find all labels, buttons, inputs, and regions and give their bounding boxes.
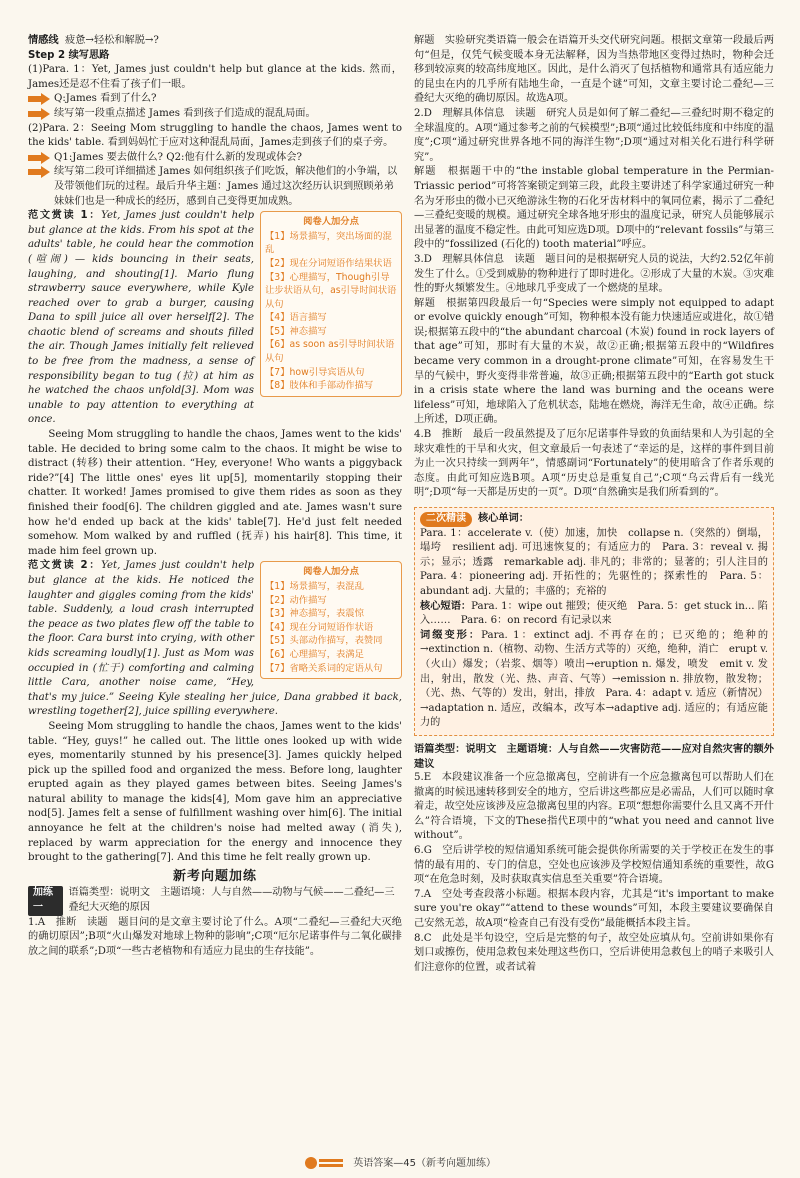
para2-text: (2)Para. 2：Seeing Mom struggling to handle the chaos, James went to the kids' table. 看到妈妈忙于应对这种混乱局面，James走到孩子们的桌子旁。 (28, 122, 402, 149)
note-item: 【5】神态描写 (265, 325, 327, 337)
note-item: 【7】how引导宾语从句 (265, 366, 365, 378)
arrow-right-icon (28, 166, 50, 178)
scoring-notes-1 (260, 211, 402, 397)
right-column (414, 34, 779, 975)
passage-type: 语篇类型：说明文 主题语境：人与自然——灾害防范——应对自然灾害的额外建议 (414, 742, 774, 770)
solution-3: 解题 根据第四段最后一句“Species were simply not equipped to adapt or evolve quickly enough”可知，物种根本没有能力快速适应或进化，故①错误;根据第五段中的“the abundant charcoal (木炭) found in rock layers of that age”可知，那时有大量的木炭，故②正确;根据第五段中的“Wildfires became very common in a drought-prone climate”可知，在容易发生干旱的气候中，野火变得非常普遍，故③正确;根据第五段中的“Earth got stuck in a crisis state where the land was burning and the oceans were lifeless”可知，地球陷入了危机状态，陆地在燃烧，海洋无生命，故④正确。综上所述，D项正确。 (414, 297, 774, 426)
note-item: 【6】as soon as引导时间状语从句 (265, 339, 395, 365)
answer-8: 8.C 此处是半句设空，空后是完整的句子，故空处应填从句。空前讲如果你有划口或擦伤，使用急救包来处理这些伤口，空后讲使用急救包上的哨子来吸引人们注意你的位置，或者试着 (414, 932, 774, 973)
core-phrases-title: 核心短语： (420, 600, 472, 612)
arrow-right-icon (28, 108, 50, 120)
answer-7: 7.A 空处考查段落小标题。根据本段内容，尤其是“it's important to make sure you're okay”“attend to these wounds”可知，本段主要建议要确保自己安然无恙，故A项“检查自己有没有受伤”最能概括本段主旨。 (414, 888, 774, 930)
core-words-title: 核心单词： (478, 513, 529, 524)
essay2-para1-text: Yet, James just couldn't help but glance at the kids. He noticed the laughter and giggles coming from the kids' table. Suddenly, a loud crash interrupted the peace as two plates flew off the table to the floor. Cara burst into crying, with other kids screaming loudly[1]. Just as Mom was occupied in (忙于) comforting and calming little Cara, another noise came, “Hey, that's my juice.” Seeing Kyle stealing her juice, Dana grabbed it back, wrestling together[2], juice spilling everywhere. (28, 560, 402, 718)
para1-question-row (28, 92, 402, 107)
page-footer (0, 1154, 800, 1170)
core-phrases: Para. 1：wipe out 摧毁；使灭绝 Para. 5：get stuck in... 陷入…… Para. 6：on record 有记录以来 (420, 600, 768, 627)
answer-2: 2.D 理解具体信息 读题 研究人员是如何了解二叠纪—三叠纪时期不稳定的全球温度的。A项“通过参考之前的气候模型”;B项“通过比较低纬度和中纬度的温度”;C项“通过研究世界各地不同的海洋生物”;D项“通过对相关化石进行科学研究”。 (414, 107, 774, 163)
note-item: 【1】场景描写，表混乱 (265, 580, 364, 592)
essay1 (28, 209, 402, 559)
reread-tag: 二次精读 (420, 512, 472, 527)
arrow-right-icon (28, 93, 50, 105)
essay1-para1-text: Yet, James just couldn't help but glance at the kids. From his spot at the adults' table, he could hear the commotion (喧闹) — kids bouncing in their seats, laughing, and shouting[1]. Mario flung strawberry sauce everywhere, while Kyle reached over to grab a burger, causing Dana to spill juice all over herself[2]. The chaotic blend of screams and shouts filled the air. Though James initially felt relieved to be free from the madness, a sense of responsibility began to tug (拉) at him as he watched the chaos unfold[3]. Mom was unable to pay attention to everything at once. (28, 210, 254, 426)
answer-3: 3.D 理解具体信息 读题 题目问的是根据研究人员的说法，大约2.52亿年前发生了什么。①受到威胁的物种进行了即时进化。②形成了大量的木炭。③灾难性的野火频繁发生。④地球几乎变成了一个燃烧的星球。 (414, 253, 774, 295)
left-column (28, 34, 402, 959)
arrow-right-icon (28, 152, 50, 164)
note-item: 【2】现在分词短语作结果状语 (265, 257, 392, 269)
core-phrases-row (420, 600, 768, 629)
step2-title: Step 2 续写思路 (28, 49, 110, 61)
note-item: 【8】肢体和手部动作描写 (265, 380, 374, 392)
emotion-line-label: 情感线 (28, 35, 59, 46)
note-item: 【4】现在分词短语作状语 (265, 621, 374, 633)
para2-hint-row (28, 165, 402, 209)
para1-hint-row (28, 107, 402, 122)
note-item: 【2】动作描写 (265, 594, 327, 606)
emotion-line-text: 疲惫→轻松和解脱→? (65, 35, 159, 46)
emotion-line (28, 34, 402, 49)
solution-1: 解题 实验研究类语篇一般会在语篇开头交代研究问题。根据文章第一段最后两句“但是，仅凭气候变暖本身无法解释，因为当热带地区变得过热时，物种会迁移到较凉爽的较高纬度地区。因此，是什么消灭了包括植物和通常具有适应能力的昆虫在内的几乎所有陆地生命，一直是个谜”可知，文章主要讨论二叠纪—三叠纪大灭绝的确切原因。故选A项。 (414, 35, 774, 105)
note-item: 【3】神态描写，表震惊 (265, 608, 364, 620)
publisher-logo-icon (304, 1156, 344, 1170)
keyword-box (414, 507, 779, 736)
word-variants-title: 词缀变形： (420, 629, 482, 641)
note-item: 【1】场景描写，突出场面的混乱 (265, 230, 392, 256)
answer-1: 1.A 推断 读题 题目问的是文章主要讨论了什么。A项“二叠纪—三叠纪大灭绝的确切原因”;B项“火山爆发对地球上物种的影响”;C项“厄尔尼诺事件与二氧化碳排放之间的联系”;D项“一些古老植物和有适应力昆虫的生存技能”。 (28, 916, 402, 957)
para2-hint: 续写第二段可详细描述 James 如何组织孩子们吃饭，解决他们的小争端，以及带领他们玩的过程。最后升华主题：James 通过这次经历认识到照顾弟弟妹妹们也是一种成长的经历，感到自己变得更加成熟。 (54, 166, 398, 207)
page-number: 英语答案—45（新考向题加练） (353, 1158, 496, 1169)
answer-5: 5.E 本段建议准备一个应急撤离包，空前讲有一个应急撤离包可以帮助人们在撤离的时候迅速转移到安全的地方，空后讲这些都应是必需品，人们可以随时拿着走，故空处应该涉及应急撤离包里的内容。E项“想想你需要什么且又离不开什么”符合语境，下文的These指代E项中的“what you need and cannot live without”。 (414, 772, 774, 842)
essay2-label: 范文赏读 2： (28, 560, 102, 572)
note-item: 【6】心理描写，表满足 (265, 648, 364, 660)
para2-question-row (28, 151, 402, 166)
keyword-header (420, 512, 768, 527)
para1-question: Q:James 看到了什么? (54, 93, 157, 105)
answer-6: 6.G 空后讲学校的短信通知系统可能会提供你所需要的关于学校正在发生的事情的最有用的、专门的信息，空处也应该涉及学校短信通知系统的重要性，故G项“在危急时刻，及时获取真实信息至关重要”符合语境。 (414, 845, 774, 886)
essay1-label: 范文赏读 1： (28, 210, 102, 222)
drill-tag: 加练一 (28, 886, 63, 915)
para1-hint: 续写第一段重点描述 James 看到孩子们造成的混乱局面。 (54, 107, 316, 119)
answer-4: 4.B 推断 最后一段虽然提及了厄尔尼诺事件导致的负面结果和人为引起的全球灾难性的干旱和火灾，但文章最后一句表述了“幸运的是，这样的事件到目前为止一次只持续一到两年”，情感副词“Fortunately”的使用暗含了作者乐观的态度。由此可知应选B项。A项“历史总是重复自己”;C项“乌云背后有一线光明”;D项“每一天都是历史的一页”。D项“自然确实是我们所看到的”。 (414, 429, 774, 499)
drill-header (28, 886, 402, 915)
section-title: 新考向题加练 (172, 868, 257, 884)
para1-text: (1)Para. 1：Yet, James just couldn't help but glance at the kids. 然而，James还是忍不住看了孩子们一眼。 (28, 64, 402, 90)
scoring-notes-title: 阅卷人加分点 (303, 566, 359, 578)
essay1-para2: Seeing Mom struggling to handle the chaos, James went to the kids' table. He decided to bring some calm to the chaos. It might be wise to distract (转移) their attention. “Hey, everyone! Who wants a piggyback ride?”[4] The little ones' eyes lit up[5], momentarily stopping their chatter. It worked! James promised to give them rides as soon as they finished their food[6]. The children giggled and ate. James wasn't sure how he'd ended up back at the kids' table[7]. He'd just felt needed somehow. Mom walked by and ruffled (抚弄) his hair[8]. This time, it made him feel grown up. (28, 429, 402, 557)
word-variants-row (420, 629, 768, 731)
essay2-para2: Seeing Mom struggling to handle the chaos, James went to the kids' table. “Hey, guys!” he called out. The little ones looked up with wide eyes, momentarily stunned by his presence[3]. James quickly helped pick up the spilled food and organized the mess. Before long, laughter erupted again as they played games between bites. Seeing James's natural ability to manage the kids[4], Mom gave him an appreciative nod[5]. James felt a sense of fulfillment washing over him[6]. The initial annoyance he felt at the children's noise had melted away (消失), replaced by warm appreciation for the energy and innocence they brought to the gathering[7]. And this time he felt really grown up. (28, 720, 402, 864)
word-variants: Para. 1：extinct adj. 不再存在的；已灭绝的；绝种的→extinction n.（植物、动物、生活方式等的）灭绝，绝种，消亡 erupt v.（火山）爆发；（岩浆、烟等）喷出→eruption n. 爆发，喷发 emit v. 发出，射出，散发（光、热、声音、气等）→emission n. 排放物，散发物；（光、热、气等的）发出，射出，排放 Para. 4：adapt v. 适应（新情况）→adaptation n. 适应，改编本，改写本→adaptive adj. 适应的；有适应能力的 (420, 629, 769, 729)
note-item: 【5】头部动作描写，表赞同 (265, 635, 383, 647)
essay2 (28, 559, 402, 865)
solution-2: 解题 根据题干中的“the instable global temperature in the Permian-Triassic period”可将答案锁定到第三段，此段主要讲述了科学家通过研究一种名为牙形虫的微小已灭绝游泳生物的石化牙齿材料中的氧同位素，揭示了二叠纪—三叠纪变暖的规模。通过研究全球各地牙形虫的温度记录，研究人员能够展示出显著的温度不稳定性。由此可知应选D项。D项中的“relevant fossils”与第三段中的“fossilized (石化的) tooth material”呼应。 (414, 166, 774, 251)
scoring-notes-title: 阅卷人加分点 (303, 216, 359, 228)
note-item: 【4】语言描写 (265, 312, 327, 324)
para2-question: Q1:James 要去做什么? Q2:他有什么新的发现或体会? (54, 151, 303, 163)
drill-text: 语篇类型：说明文 主题语境：人与自然——动物与气候——二叠纪—三叠纪大灭绝的原因 (68, 887, 395, 914)
note-item: 【7】省略关系词的定语从句 (265, 662, 383, 674)
scoring-notes-2 (260, 561, 402, 679)
note-item: 【3】心理描写，Though引导让步状语从句，as引导时间状语从句 (265, 271, 397, 310)
core-words: Para. 1：accelerate v.（使）加速，加快 collapse n.（突然的）倒塌，塌垮 resilient adj. 可迅速恢复的；有适应力的 Para. 3：reveal v. 揭示；显示；透露 remarkable adj. 非凡的；非常的；显著的；引人注目的 Para. 4：pioneering adj. 开拓性的；先驱性的；探索性的 Para. 5：abundant adj. 大量的；丰盛的；充裕的 (420, 527, 779, 597)
